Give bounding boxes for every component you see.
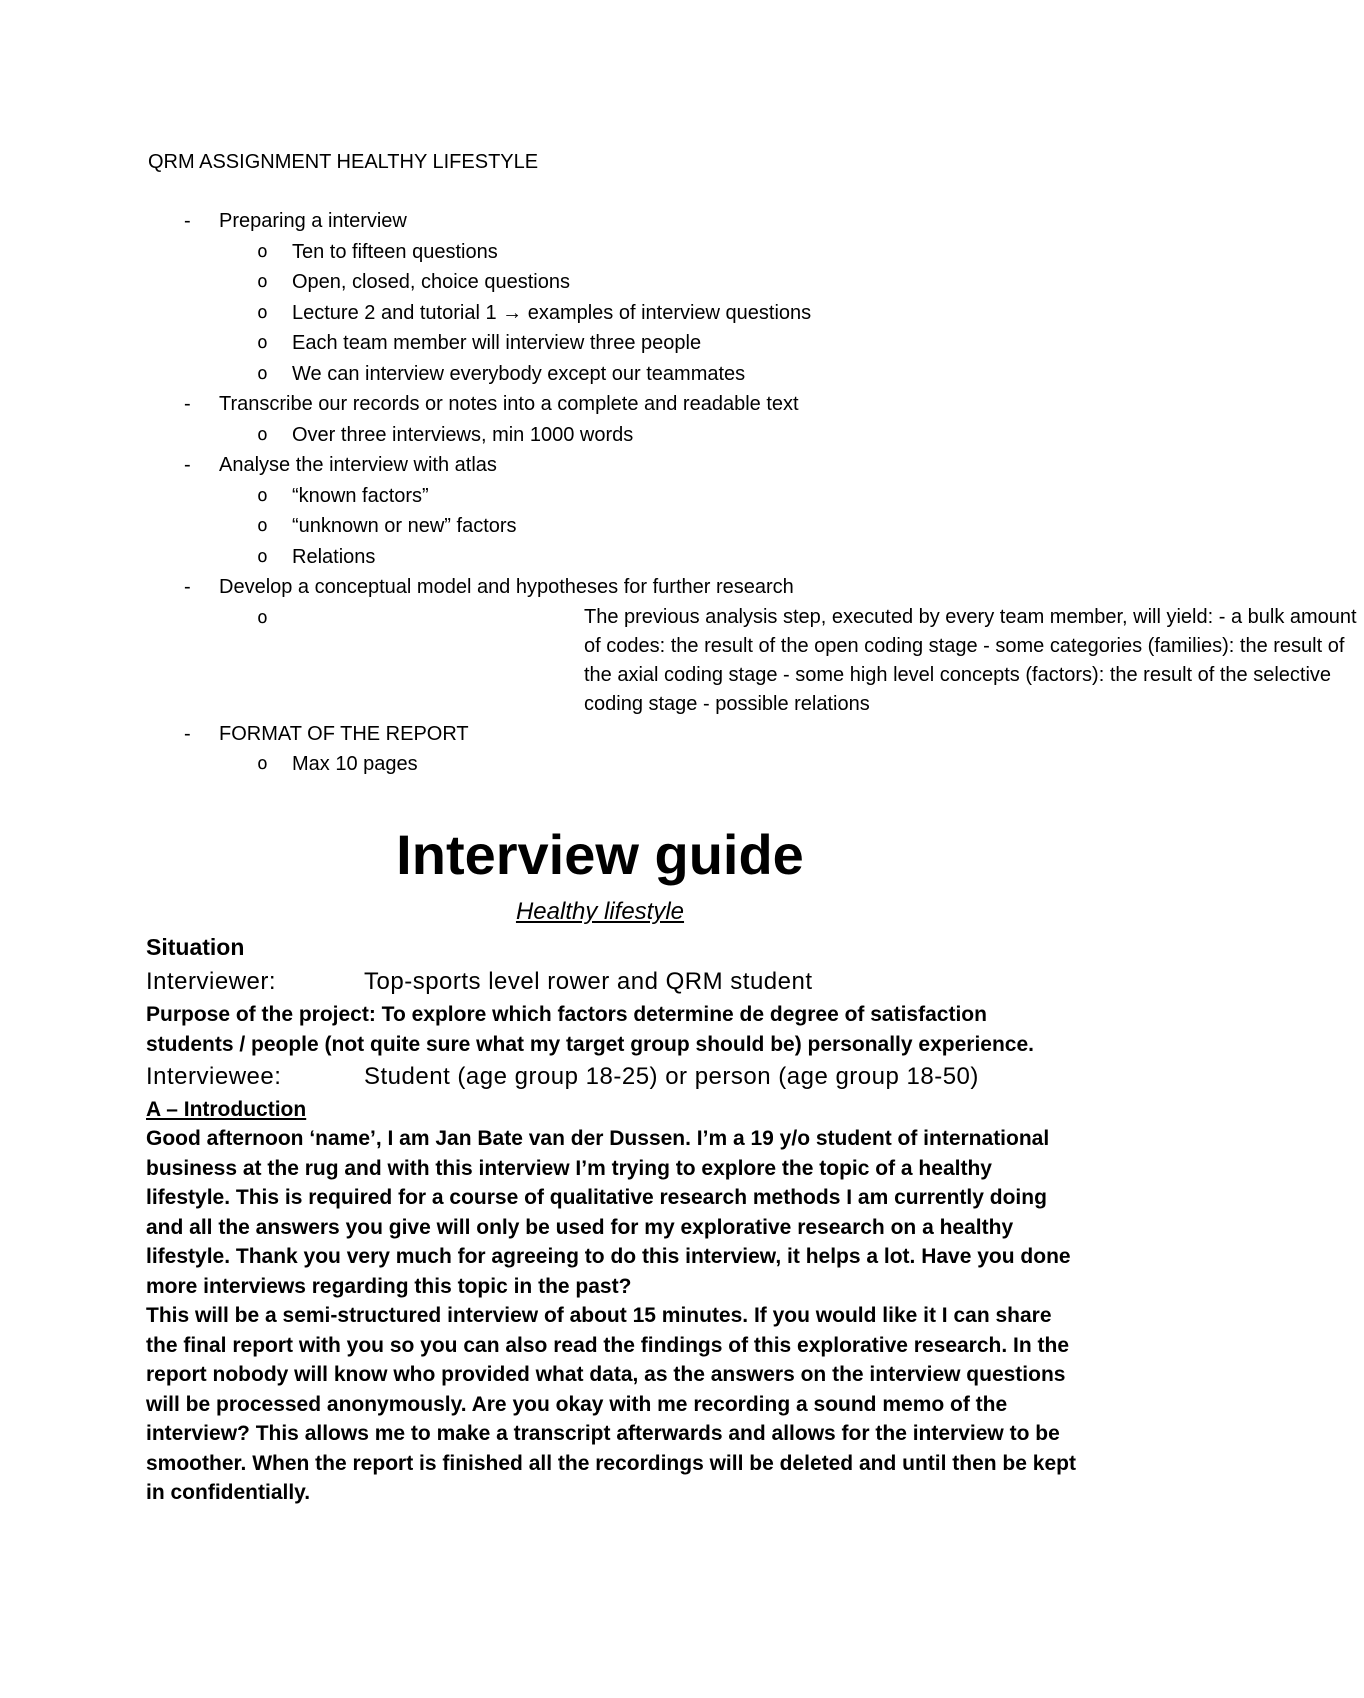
circle-bullet-icon: o [257,753,268,774]
outline-subitem [0,328,1200,359]
circle-bullet-icon: o [257,271,268,292]
outline-subitem-text: Max 10 pages [292,753,418,775]
introduction-paragraph-2: This will be a semi-structured interview of about 15 minutes. If you would like it I can share the final report with you so you can also read the findings of this explorative research. In the report nobody will know who provided what data, as the answers on the interview questions will be processed anonymously. Are you okay with me recording a sound memo of the interview? This allows me to make a transcript afterwards and allows for the interview to be smoother. When the report is finished all the recordings will be deleted and until then be kept in confidentially. [146,1304,1076,1504]
outline-subitem-text: The previous analysis step, executed by every team member, will yield: - a bulk amount of codes: the result of the open coding stage - some categories (families): the result of the axial coding stage - some high level concepts (factors): the result of the selective coding stage - possible relations [584,605,1357,715]
dash-bullet-icon: - [184,393,191,415]
interviewer-value: Top-sports level rower and QRM student [364,968,813,995]
interviewer-line [146,964,1076,1000]
introduction-paragraph-1: Good afternoon ‘name’, I am Jan Bate van der Dussen. I’m a 19 y/o student of international business at the rug and with this interview I’m trying to explore the topic of a healthy lifestyle. This is required for a course of qualitative research methods I am currently doing and all the answers you give will only be used for my explorative research on a healthy lifestyle. Thank you very much for agreeing to do this interview, it helps a lot. Have you done more interviews regarding this topic in the past? [146,1127,1071,1298]
purpose-paragraph: Purpose of the project: To explore which factors determine de degree of satisfaction students / people (not quite sure what my target group should be) personally experience. [146,1003,1034,1056]
outline-item [0,206,1200,237]
outline-item [0,719,1200,750]
lecture-text-before: Lecture 2 and tutorial 1 [292,301,503,324]
outline-subitem [0,359,1200,390]
outline-subitem [0,237,1200,268]
circle-bullet-icon: o [257,545,268,567]
situation-heading: Situation [146,934,245,960]
outline-subitem-text: “known factors” [292,484,429,507]
outline-subitem [0,267,1200,298]
guide-body [146,930,1076,1508]
outline-subitem-text [292,298,811,329]
lecture-text-after: examples of interview questions [522,301,812,324]
outline-subitem-text: Each team member will interview three people [292,332,702,354]
outline-subitem [0,749,1200,780]
interviewee-value: Student (age group 18-25) or person (age group 18-50) [364,1063,979,1090]
outline-subitem [0,511,1200,542]
outline-item-text: Transcribe our records or notes into a complete and readable text [219,393,799,415]
circle-bullet-icon: o [257,301,268,323]
outline-item-text: Analyse the interview with atlas [219,454,497,476]
outline-subitem [0,481,1200,512]
dash-bullet-icon: - [184,722,191,745]
circle-bullet-icon: o [257,362,268,384]
circle-bullet-icon: o [257,332,268,353]
outline-subitem [0,420,1200,451]
outline-item [0,450,1200,481]
circle-bullet-icon: o [257,515,268,536]
right-arrow-icon: → [502,301,523,324]
circle-bullet-icon: o [257,240,268,262]
dash-bullet-icon: - [184,454,191,476]
outline-subitem-text: We can interview everybody except our teammates [292,362,746,385]
dash-bullet-icon: - [184,210,191,232]
introduction-heading: A – Introduction [146,1098,307,1121]
circle-bullet-icon: o [257,423,268,445]
outline-subitem-text: Ten to fifteen questions [292,240,498,263]
outline-subitem [0,542,1200,573]
interviewee-line [146,1059,1076,1095]
circle-bullet-icon: o [257,484,268,506]
outline-subitem [0,603,1357,719]
outline-item-text: FORMAT OF THE REPORT [219,722,469,745]
outline-item-text: Develop a conceptual model and hypotheses for further research [219,576,794,598]
dash-bullet-icon: - [184,576,191,598]
assignment-outline [0,206,1357,780]
guide-title: Interview guide [396,823,804,886]
outline-subitem-text: Open, closed, choice questions [292,271,570,293]
guide-subtitle: Healthy lifestyle [515,898,685,925]
outline-subitem [0,298,1200,329]
outline-subitem-text: “unknown or new” factors [292,515,517,537]
interviewer-label: Interviewer: [146,968,277,995]
outline-subitem-text: Relations [292,545,376,568]
interviewee-label: Interviewee: [146,1063,282,1090]
outline-item-text: Preparing a interview [219,210,407,232]
outline-item [0,572,1200,603]
circle-bullet-icon: o [257,606,268,628]
document-title: QRM ASSIGNMENT HEALTHY LIFESTYLE [148,151,539,173]
outline-item [0,389,1200,420]
outline-subitem-text: Over three interviews, min 1000 words [292,423,634,446]
